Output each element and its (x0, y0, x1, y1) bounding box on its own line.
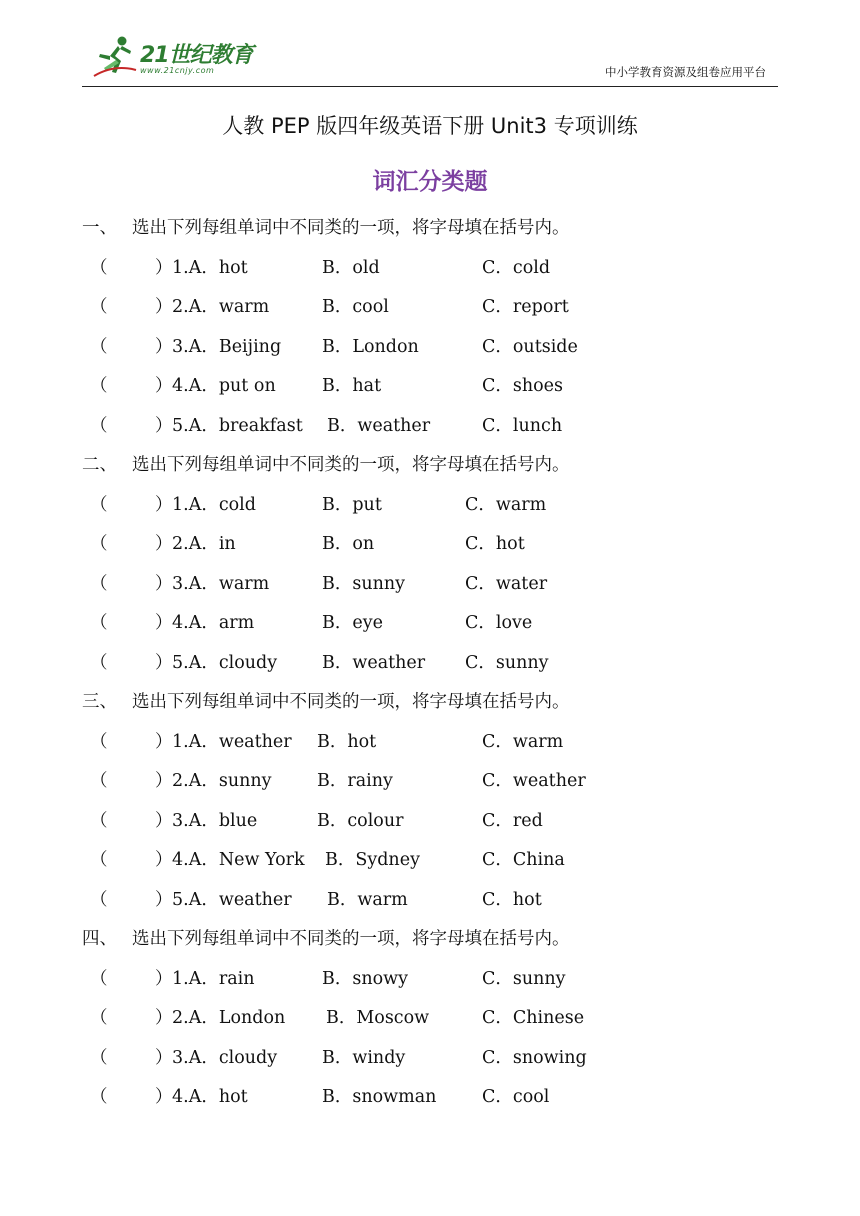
answer-blank-close: ） (155, 1087, 173, 1107)
option-a: 4.A．New York (172, 850, 305, 870)
option-b: B．eye (322, 613, 383, 633)
option-a: 1.A．hot (172, 257, 248, 278)
option-b: B．windy (322, 1047, 406, 1068)
option-a: 4.A．put on (172, 376, 276, 396)
answer-blank-open[interactable]: （ (90, 1087, 108, 1107)
option-b: B．Moscow (326, 1008, 430, 1028)
answer-blank-open[interactable]: （ (90, 297, 108, 317)
answer-blank-open[interactable]: （ (90, 534, 108, 554)
option-b: B．warm (327, 889, 408, 910)
answer-blank-open[interactable]: （ (90, 376, 108, 396)
section-instruction: 选出下列每组单词中不同类的一项，将字母填在括号内。 (132, 455, 570, 475)
answer-blank-close: ） (155, 376, 173, 396)
option-c: C．outside (482, 336, 578, 357)
option-a: 2.A．sunny (172, 771, 272, 791)
answer-blank-open[interactable]: （ (90, 810, 108, 831)
answer-blank-close: ） (155, 1047, 173, 1068)
answer-blank-close: ） (155, 415, 173, 436)
answer-blank-open[interactable]: （ (90, 257, 108, 278)
option-c: C．weather (482, 771, 586, 791)
option-c: C．snowing (482, 1047, 587, 1068)
option-b: B．hat (322, 376, 382, 396)
option-a: 3.A．warm (172, 573, 270, 594)
answer-blank-open[interactable]: （ (90, 494, 108, 515)
question-row (82, 1083, 782, 1123)
option-a: 2.A．warm (172, 297, 270, 317)
answer-blank-close: ） (155, 257, 173, 278)
question-row (82, 491, 782, 531)
answer-blank-open[interactable]: （ (90, 1047, 108, 1068)
option-a: 2.A．in (172, 534, 236, 554)
section-heading (82, 451, 782, 491)
section-number: 二、 (82, 455, 117, 475)
question-row (82, 570, 782, 610)
option-c: C．hot (465, 534, 525, 554)
option-c: C．red (482, 810, 543, 831)
option-c: C．warm (465, 494, 547, 515)
answer-blank-open[interactable]: （ (90, 415, 108, 436)
option-a: 3.A．Beijing (172, 336, 282, 357)
answer-blank-close: ） (155, 968, 173, 989)
option-c: C．cold (482, 257, 551, 278)
option-c: C．lunch (482, 415, 563, 436)
option-b: B．London (322, 336, 419, 357)
option-c: C．love (465, 613, 533, 633)
answer-blank-close: ） (155, 494, 173, 515)
question-row (82, 372, 782, 412)
page-header (82, 30, 778, 87)
question-row (82, 530, 782, 570)
option-b: B．sunny (322, 573, 406, 594)
page-title: 人教 PEP 版四年级英语下册 Unit3 专项训练 (222, 114, 638, 138)
answer-blank-open[interactable]: （ (90, 652, 108, 673)
option-b: B．rainy (317, 771, 393, 791)
option-b: B．weather (327, 415, 431, 436)
option-b: B．colour (317, 810, 404, 831)
answer-blank-open[interactable]: （ (90, 573, 108, 594)
option-c: C．hot (482, 889, 542, 910)
section-heading (82, 214, 782, 254)
option-b: B．snowy (322, 968, 409, 989)
question-row (82, 649, 782, 689)
question-row (82, 965, 782, 1005)
answer-blank-open[interactable]: （ (90, 731, 108, 752)
section-heading (82, 688, 782, 728)
section-instruction: 选出下列每组单词中不同类的一项，将字母填在括号内。 (132, 692, 570, 712)
question-row (82, 886, 782, 926)
option-a: 4.A．arm (172, 613, 255, 633)
question-row (82, 254, 782, 294)
option-c: C．shoes (482, 376, 564, 396)
option-c: C．water (465, 573, 548, 594)
answer-blank-close: ） (155, 652, 173, 673)
answer-blank-open[interactable]: （ (90, 336, 108, 357)
question-row (82, 333, 782, 373)
answer-blank-open[interactable]: （ (90, 889, 108, 910)
question-row (82, 807, 782, 847)
question-row (82, 609, 782, 649)
section-instruction: 选出下列每组单词中不同类的一项，将字母填在括号内。 (132, 218, 570, 238)
option-a: 3.A．blue (172, 810, 258, 831)
section-number: 四、 (82, 929, 117, 949)
answer-blank-open[interactable]: （ (90, 968, 108, 989)
question-row (82, 1004, 782, 1044)
answer-blank-open[interactable]: （ (90, 613, 108, 633)
answer-blank-close: ） (155, 613, 173, 633)
question-row (82, 846, 782, 886)
exercise-content (82, 214, 782, 1123)
option-a: 1.A．cold (172, 494, 256, 515)
option-c: C．Chinese (482, 1008, 585, 1028)
option-c: C．warm (482, 731, 564, 752)
option-b: B．snowman (322, 1087, 437, 1107)
answer-blank-close: ） (155, 573, 173, 594)
option-b: B．weather (322, 652, 426, 673)
section-number: 一、 (82, 218, 117, 238)
runner-logo-icon (92, 34, 138, 78)
option-b: B．hot (317, 731, 377, 752)
answer-blank-close: ） (155, 810, 173, 831)
answer-blank-close: ） (155, 1008, 173, 1028)
logo-text: 21世纪教育 (140, 43, 253, 68)
option-c: C．China (482, 850, 565, 870)
option-c: C．report (482, 297, 569, 317)
option-a: 5.A．weather (172, 889, 292, 910)
section-heading (82, 925, 782, 965)
logo-url: www.21cnjy.com (140, 66, 215, 75)
answer-blank-close: ） (155, 889, 173, 910)
question-row (82, 728, 782, 768)
question-row (82, 1044, 782, 1084)
section-number: 三、 (82, 692, 117, 712)
option-b: B．Sydney (325, 850, 420, 870)
option-a: 3.A．cloudy (172, 1047, 278, 1068)
option-b: B．old (322, 257, 380, 278)
platform-label: 中小学教育资源及组卷应用平台 (605, 65, 766, 79)
option-c: C．sunny (482, 968, 566, 989)
answer-blank-open[interactable]: （ (90, 850, 108, 870)
option-a: 2.A．London (172, 1008, 286, 1028)
option-a: 4.A．hot (172, 1087, 248, 1107)
answer-blank-close: ） (155, 297, 173, 317)
option-a: 5.A．cloudy (172, 652, 278, 673)
page-subtitle: 词汇分类题 (372, 169, 488, 195)
option-a: 5.A．breakfast (172, 415, 303, 436)
option-b: B．cool (322, 297, 389, 317)
answer-blank-close: ） (155, 336, 173, 357)
question-row (82, 293, 782, 333)
answer-blank-close: ） (155, 850, 173, 870)
logo (92, 34, 262, 78)
answer-blank-open[interactable]: （ (90, 771, 108, 791)
section-instruction: 选出下列每组单词中不同类的一项，将字母填在括号内。 (132, 929, 570, 949)
answer-blank-close: ） (155, 771, 173, 791)
question-row (82, 412, 782, 452)
answer-blank-close: ） (155, 534, 173, 554)
answer-blank-open[interactable]: （ (90, 1008, 108, 1028)
answer-blank-close: ） (155, 731, 173, 752)
option-b: B．on (322, 534, 375, 554)
option-c: C．cool (482, 1087, 550, 1107)
option-c: C．sunny (465, 652, 549, 673)
question-row (82, 767, 782, 807)
option-b: B．put (322, 494, 382, 515)
option-a: 1.A．weather (172, 731, 292, 752)
option-a: 1.A．rain (172, 968, 255, 989)
